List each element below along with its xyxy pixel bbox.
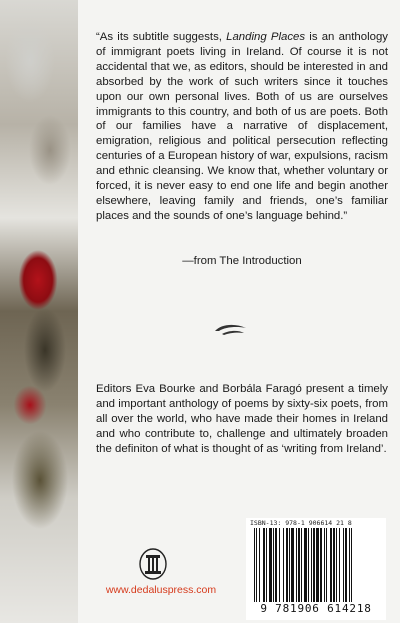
isbn-label: ISBN-13: 978-1 906614 21 8 (250, 519, 352, 527)
editors-blurb: Editors Eva Bourke and Borbála Faragó present a timely and important anthology of poems by sixty-six poets, from all over the world, who have made their homes in Ireland and who contribute to, challenge and ultimately broaden the definiton of what is thought of as ‘writing from Ireland’. (96, 383, 388, 455)
quote-attribution: —from The Introduction (182, 255, 302, 267)
quote-prefix: “As its subtitle suggests, (96, 31, 227, 43)
quote-body: is an anthology of immigrant poets living in Ireland. Of course it is not accidental that we, as editors, should be interested in and absorbed by the work of such writers since it touches upon our own personal lives. Both of us are ourselves immigrants to this country, and both of us are poets. Both of our families have a narrative of displacement, emigration, religious and political persecution reflecting centuries of a European history of war, expulsions, racism and ethnic cleansing. We know that, whether voluntary or forced, it is never easy to end one life and begin another elsewhere, leaving family and friends, one’s familiar places and the sounds of one’s language behind.” (96, 31, 388, 222)
column-logo-icon (139, 548, 167, 580)
quote-book-title: Landing Places (226, 31, 306, 43)
introduction-quote (96, 30, 388, 224)
cover-photo-strip (0, 0, 78, 623)
swirl-ornament-icon (213, 322, 249, 338)
ean-number: 9 781906 614218 (260, 602, 372, 615)
barcode-bars (252, 528, 380, 602)
isbn-barcode (246, 518, 386, 620)
publisher-url[interactable]: www.dedaluspress.com (105, 584, 217, 596)
